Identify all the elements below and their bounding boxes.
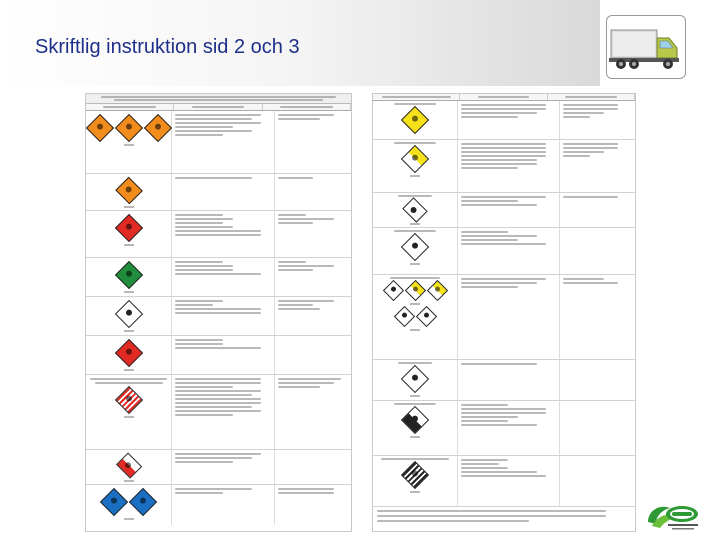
footnotes (373, 507, 635, 525)
toxic-substance-label-icon (402, 197, 427, 222)
toxic-gas-label-icon (115, 300, 143, 328)
fissile-label-icon (416, 306, 437, 327)
logo-icon (642, 500, 706, 532)
table-row (86, 450, 351, 485)
corrosive-label-icon (401, 406, 429, 434)
table-row (86, 211, 351, 258)
column-header (174, 104, 262, 110)
table-row (373, 360, 635, 401)
column-header (460, 94, 547, 100)
table-row (86, 111, 351, 174)
miscellaneous-label-icon (401, 461, 429, 489)
table-row (86, 336, 351, 375)
header-text-line (101, 96, 336, 98)
radioactive-label-icon (427, 280, 448, 301)
page-2-header (86, 94, 351, 104)
fissile-label-icon (401, 365, 429, 393)
column-header (373, 94, 460, 100)
flammable-liquid-label-icon (115, 339, 143, 367)
table-row (86, 174, 351, 211)
infectious-substance-label-icon (401, 233, 429, 261)
non-flammable-gas-label-icon (115, 261, 143, 289)
slide-title: Skriftlig instruktion sid 2 och 3 (35, 36, 300, 58)
instruction-page-2-image (85, 93, 352, 532)
column-header (548, 94, 635, 100)
truck-icon (607, 16, 685, 78)
organic-peroxide-label-icon (401, 145, 429, 173)
table-row (86, 297, 351, 336)
instruction-page-3-image (372, 93, 636, 532)
explosive-label-icon (86, 114, 114, 142)
header-text-line (114, 99, 323, 101)
footnote-line (377, 520, 529, 522)
explosive-label-icon (144, 114, 172, 142)
footnote-line (377, 510, 606, 512)
table-row (86, 258, 351, 297)
table-row (373, 456, 635, 507)
footnote-line (377, 515, 606, 517)
radioactive-label-icon (383, 280, 404, 301)
page-3-column-headers (373, 94, 635, 101)
logo (642, 500, 706, 532)
table-row (373, 228, 635, 275)
spontaneously-combustible-label-icon (115, 452, 141, 478)
column-header (263, 104, 351, 110)
explosive-label-icon (115, 177, 143, 205)
column-header (86, 104, 174, 110)
table-row (373, 140, 635, 193)
truck-picture-frame (606, 15, 686, 79)
explosive-label-icon (115, 114, 143, 142)
table-row (373, 275, 635, 360)
table-row (373, 401, 635, 456)
radioactive-label-icon (394, 306, 415, 327)
table-row (373, 101, 635, 140)
table-row (86, 485, 351, 525)
radioactive-label-icon (405, 280, 426, 301)
oxidizing-label-icon (401, 106, 429, 134)
table-row (373, 193, 635, 228)
flammable-solid-label-icon (115, 386, 143, 414)
dangerous-when-wet-label-icon (129, 488, 157, 516)
flammable-gas-label-icon (115, 214, 143, 242)
table-row (86, 375, 351, 450)
dangerous-when-wet-label-icon (100, 488, 128, 516)
page-2-column-headers (86, 104, 351, 111)
